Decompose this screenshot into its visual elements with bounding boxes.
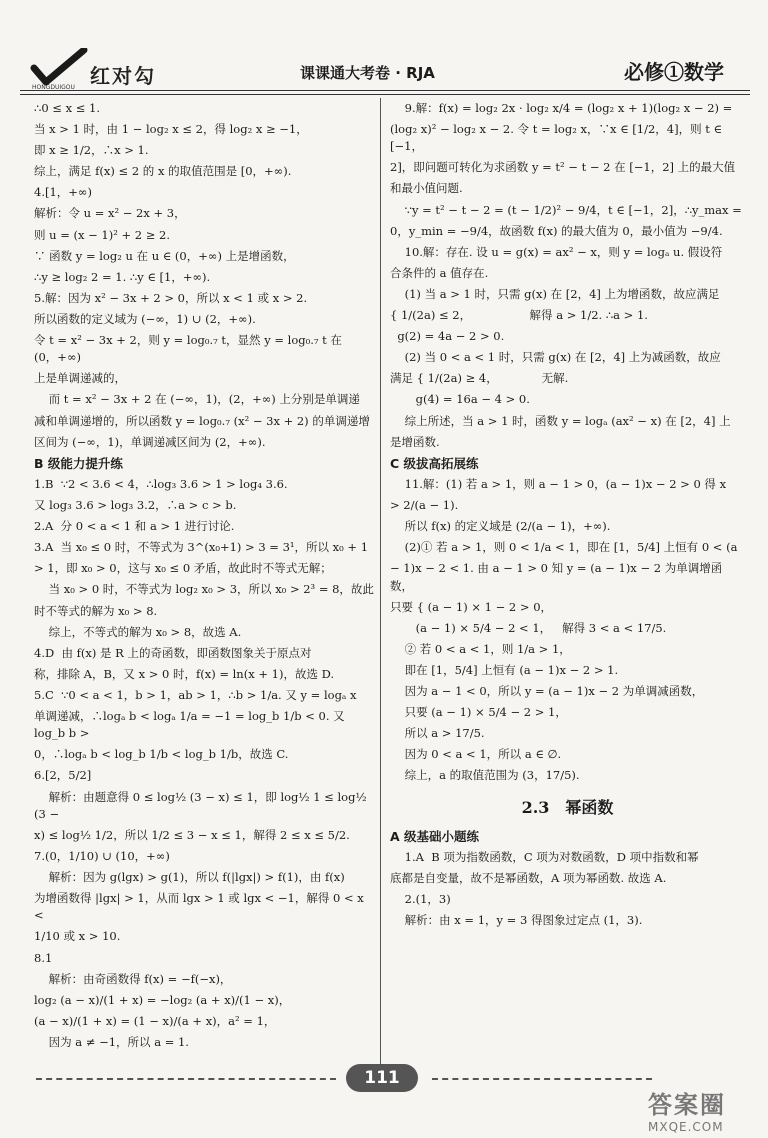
- column-divider: [380, 98, 381, 1078]
- text-line: 为增函数得 |lgx| > 1，从而 lgx > 1 或 lgx < −1，解得 0 < x <: [34, 891, 368, 923]
- text-line: 即在 [1，5/4] 上恒有 (a − 1)x − 2 > 1.: [390, 662, 619, 677]
- text-line: 解析：由奇函数得 f(x) = −f(−x)，: [34, 971, 232, 986]
- right-column: [390, 100, 745, 933]
- text-line: 4.[1，+∞): [34, 185, 92, 200]
- text-line: 满足 { 1/(2a) ≥ 4， 无解.: [390, 371, 569, 386]
- text-line: 区间为 (−∞，1)，单调递减区间为 (2，+∞).: [34, 434, 266, 449]
- text-line: 减和单调递增的，所以函数 y = log₀.₇ (x² − 3x + 2) 的单调递增: [34, 413, 370, 428]
- text-line: 和最小值问题.: [390, 181, 463, 196]
- text-line: 因为 a ≠ −1，所以 a = 1.: [34, 1034, 189, 1049]
- text-line: 11.解：(1) 若 a > 1，则 a − 1 > 0，(a − 1)x − 2 > 0 得 x: [390, 477, 727, 492]
- text-line: 6.[2，5/2]: [34, 768, 92, 783]
- checkmark-icon: [30, 48, 90, 88]
- text-line: 3.A 当 x₀ ≤ 0 时，不等式为 3^(x₀+1) > 3 = 3¹，所以 x₀ + 1: [34, 540, 369, 555]
- text-line: (1) 当 a > 1 时，只需 g(x) 在 [2，4] 上为增函数，故应满足: [390, 286, 720, 301]
- text-line: 10.解：存在. 设 u = g(x) = ax² − x，则 y = logₐ u. 假设符: [390, 244, 723, 259]
- watermark-title: 答案圈: [648, 1091, 726, 1119]
- text-line: 综上，a 的取值范围为 (3，17/5).: [390, 768, 580, 783]
- text-line: 只要 (a − 1) × 5/4 − 2 > 1，: [390, 705, 567, 720]
- text-line: 0，∴logₐ b < log_b 1/b < log_b 1/b，故选 C.: [34, 747, 289, 762]
- page-number: 111: [346, 1064, 418, 1092]
- text-line: 所以 f(x) 的定义域是 (2/(a − 1)，+∞).: [390, 519, 611, 534]
- text-line: 合条件的 a 值存在.: [390, 265, 489, 280]
- text-line: > 2/(a − 1).: [390, 498, 459, 513]
- text-line: 2.A 分 0 < a < 1 和 a > 1 进行讨论.: [34, 519, 235, 534]
- text-line: 因为 a − 1 < 0，所以 y = (a − 1)x − 2 为单调减函数，: [390, 684, 704, 699]
- watermark: [648, 1085, 758, 1133]
- text-line: { 1/(2a) ≤ 2， 解得 a > 1/2. ∴a > 1.: [390, 308, 648, 323]
- text-line: 0，y_min = −9/4，故函数 f(x) 的最大值为 0，最小值为 −9/4.: [390, 223, 723, 238]
- text-line: (a − 1) × 5/4 − 2 < 1， 解得 3 < a < 17/5.: [390, 620, 667, 635]
- text-line: 时不等式的解为 x₀ > 8.: [34, 603, 158, 618]
- text-line: 是增函数.: [390, 434, 440, 449]
- footer-rule-left: [36, 1078, 336, 1080]
- text-line: (log₂ x)² − log₂ x − 2. 令 t = log₂ x，∵x ∈ [1/2，4]，则 t ∈ [−1，: [390, 122, 726, 154]
- text-line: 解析：由题意得 0 ≤ log½ (3 − x) ≤ 1，即 log½ 1 ≤ log½ (3 −: [34, 789, 371, 821]
- footer-rule-right: [432, 1078, 652, 1080]
- text-line: (2) 当 0 < a < 1 时，只需 g(x) 在 [2，4] 上为减函数，故应: [390, 350, 721, 365]
- text-line: (2)① 若 a > 1，则 0 < 1/a < 1，即在 [1，5/4] 上恒有 0 < (a: [390, 540, 738, 555]
- logo-subtitle: HONGDUIGOU: [32, 84, 75, 91]
- section-heading: A 级基础小题练: [390, 828, 480, 844]
- text-line: 4.D 由 f(x) 是 R 上的奇函数，即函数图象关于原点对: [34, 645, 312, 660]
- text-line: 1.B ∵2 < 3.6 < 4，∴log₃ 3.6 > 1 > log₄ 3.6.: [34, 477, 288, 492]
- text-line: ∵y = t² − t − 2 = (t − 1/2)² − 9/4，t ∈ [−1，2]，∴y_max =: [390, 202, 742, 217]
- section-heading: B 级能力提升练: [34, 455, 123, 471]
- series-title: 课课通大考卷 · RJA: [300, 64, 435, 82]
- text-line: (a − x)/(1 + x) = (1 − x)/(a + x)，a² = 1，: [34, 1013, 276, 1028]
- subject-title: 必修①数学: [624, 60, 724, 84]
- text-line: 令 t = x² − 3x + 2，则 y = log₀.₇ t，显然 y = log₀.₇ t 在 (0，+∞): [34, 333, 346, 365]
- text-line: 解析：由 x = 1，y = 3 得图象过定点 (1，3).: [390, 913, 643, 928]
- text-line: 5.解：因为 x² − 3x + 2 > 0，所以 x < 1 或 x > 2.: [34, 290, 308, 305]
- text-line: 解析：令 u = x² − 2x + 3，: [34, 206, 186, 221]
- text-line: log₂ (a − x)/(1 + x) = −log₂ (a + x)/(1 − x)，: [34, 992, 291, 1007]
- text-line: 上是单调递减的，: [34, 371, 126, 386]
- header-rule-bottom: [20, 94, 750, 95]
- text-line: ∴0 ≤ x ≤ 1.: [34, 101, 100, 115]
- text-line: ② 若 0 < a < 1，则 1/a > 1，: [390, 641, 571, 656]
- text-line: ∵ 函数 y = log₂ u 在 u ∈ (0，+∞) 上是增函数，: [34, 248, 295, 263]
- text-line: 2.(1，3): [390, 892, 451, 907]
- text-line: > 1，即 x₀ > 0，这与 x₀ ≤ 0 矛盾，故此时不等式无解；: [34, 561, 332, 576]
- text-line: ∴y ≥ log₂ 2 = 1. ∴y ∈ [1，+∞).: [34, 269, 211, 284]
- text-line: x) ≤ log½ 1/2，所以 1/2 ≤ 3 − x ≤ 1，解得 2 ≤ x ≤ 5/2.: [34, 827, 350, 842]
- text-line: 则 u = (x − 1)² + 2 ≥ 2.: [34, 227, 171, 242]
- text-line: 9.解：f(x) = log₂ 2x · log₂ x/4 = (log₂ x + 1)(log₂ x − 2) =: [390, 101, 733, 115]
- text-line: 2]，即问题可转化为求函数 y = t² − t − 2 在 [−1，2] 上的最大值: [390, 160, 736, 175]
- text-line: 而 t = x² − 3x + 2 在 (−∞，1)，(2，+∞) 上分别是单调递: [34, 392, 360, 407]
- section-heading: C 级拔高拓展练: [390, 455, 479, 471]
- text-line: 1.A B 项为指数函数，C 项为对数函数，D 项中指数和幂: [390, 850, 699, 865]
- text-line: 因为 0 < a < 1，所以 a ∈ ∅.: [390, 747, 562, 762]
- text-line: 8.1: [34, 950, 53, 965]
- text-line: 1/10 或 x > 10.: [34, 929, 121, 944]
- section-title: 2.3 幂函数: [521, 797, 614, 817]
- text-line: 7.(0，1/10) ∪ (10，+∞): [34, 848, 170, 863]
- text-line: g(2) = 4a − 2 > 0.: [390, 329, 505, 344]
- text-line: 所以 a > 17/5.: [390, 726, 485, 741]
- text-line: 综上，满足 f(x) ≤ 2 的 x 的取值范围是 [0，+∞).: [34, 164, 292, 179]
- text-line: 综上，不等式的解为 x₀ > 8，故选 A.: [34, 624, 242, 639]
- text-line: 只要 { (a − 1) × 1 − 2 > 0，: [390, 599, 553, 614]
- page-header: [18, 40, 753, 90]
- text-line: 称，排除 A，B，又 x > 0 时，f(x) = ln(x + 1)，故选 D.: [34, 666, 335, 681]
- text-line: 又 log₃ 3.6 > log₃ 3.2，∴a > c > b.: [34, 498, 237, 513]
- header-rule-top: [20, 90, 750, 91]
- text-line: 所以函数的定义域为 (−∞，1) ∪ (2，+∞).: [34, 311, 256, 326]
- text-line: 当 x₀ > 0 时，不等式为 log₂ x₀ > 3，所以 x₀ > 2³ = 8，故此: [34, 582, 374, 597]
- left-column: [34, 100, 374, 1055]
- logo: [30, 48, 170, 91]
- text-line: 单调递减，∴logₐ b < logₐ 1/a = −1 = log_b 1/b < 0. 又 log_b b >: [34, 709, 349, 741]
- text-line: − 1)x − 2 < 1. 由 a − 1 > 0 知 y = (a − 1)x − 2 为单调增函数，: [390, 561, 723, 593]
- text-line: g(4) = 16a − 4 > 0.: [390, 392, 530, 407]
- logo-text: 红对勾: [90, 64, 156, 88]
- text-line: 综上所述，当 a > 1 时，函数 y = logₐ (ax² − x) 在 [2，4] 上: [390, 413, 731, 428]
- text-line: 解析：因为 g(lgx) > g(1)，所以 f(|lgx|) > f(1)，由 f(x): [34, 870, 345, 885]
- text-line: 当 x > 1 时，由 1 − log₂ x ≤ 2，得 log₂ x ≥ −1，: [34, 122, 308, 137]
- text-line: 5.C ∵0 < a < 1，b > 1，ab > 1，∴b > 1/a. 又 y = logₐ x: [34, 687, 357, 702]
- text-line: 即 x ≥ 1/2，∴x > 1.: [34, 143, 149, 158]
- text-line: 底都是自变量，故不是幂函数，A 项为幂函数. 故选 A.: [390, 871, 667, 886]
- watermark-url: MXQE.COM: [648, 1120, 724, 1134]
